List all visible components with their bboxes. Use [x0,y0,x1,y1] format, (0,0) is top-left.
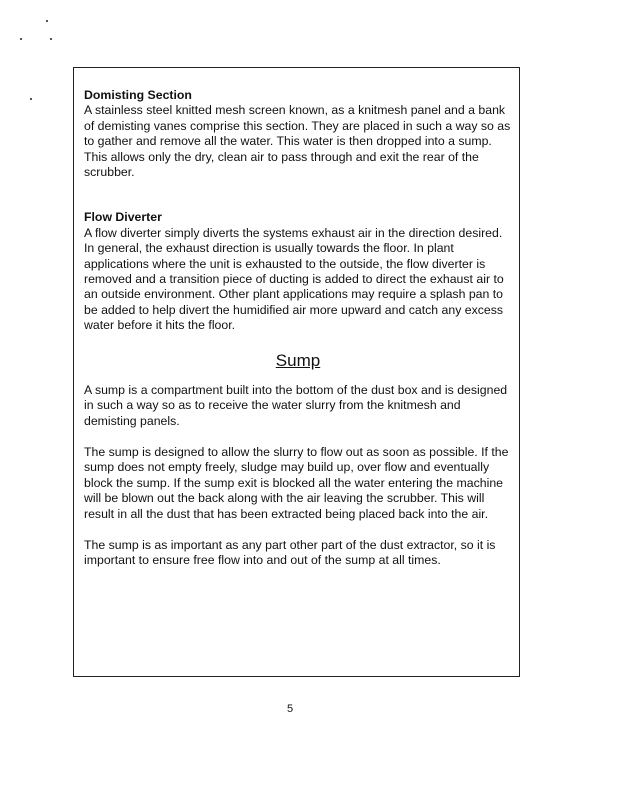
demisting-section-paragraph: A stainless steel knitted mesh screen known, as a knitmesh panel and a bank of demisting vanes comprise this section. They are placed in such a way so as to gather and remove all the water. This water is then dropped into a sump. This allows only the dry, clean air to pass through and exit the rear of the scrubber. [84,103,511,180]
sump-title: Sump [275,350,321,370]
demisting-section-heading: Domisting Section [84,88,192,102]
scan-speck [50,38,52,40]
sump-paragraph-1: A sump is a compartment built into the bottom of the dust box and is designed in such a way so as to receive the water slurry from the knitmesh and demisting panels. [84,382,508,428]
scan-speck [30,98,32,100]
sump-paragraph-3: The sump is as important as any part other part of the dust extractor, so it is important to ensure free flow into and out of the sump at all times. [84,537,496,568]
scan-speck [20,38,22,40]
flow-diverter-heading: Flow Diverter [84,210,162,225]
flow-diverter-paragraph: A flow diverter simply diverts the systems exhaust air in the direction desired. In general, the exhaust direction is usually towards the floor. In plant applications where the unit is exhausted to the outside, the flow diverter is removed and a transition piece of ducting is added to direct the exhaust air to an outside environment. Other plant applications may require a splash pan to be added to help divert the humidified air more upward and catch any excess water before it hits the floor. [84,225,504,333]
document-body [84,88,512,569]
sump-paragraph-2: The sump is designed to allow the slurry to flow out as soon as possible. If the sump does not empty freely, sludge may build up, over flow and eventually block the sump. If the sump exit is blocked all the water entering the machine will be blown out the back along with the air leaving the scrubber. This will result in all the dust that has been extracted being placed back into the air. [84,444,509,521]
scan-speck [46,20,48,22]
page-number: 5 [286,703,294,715]
